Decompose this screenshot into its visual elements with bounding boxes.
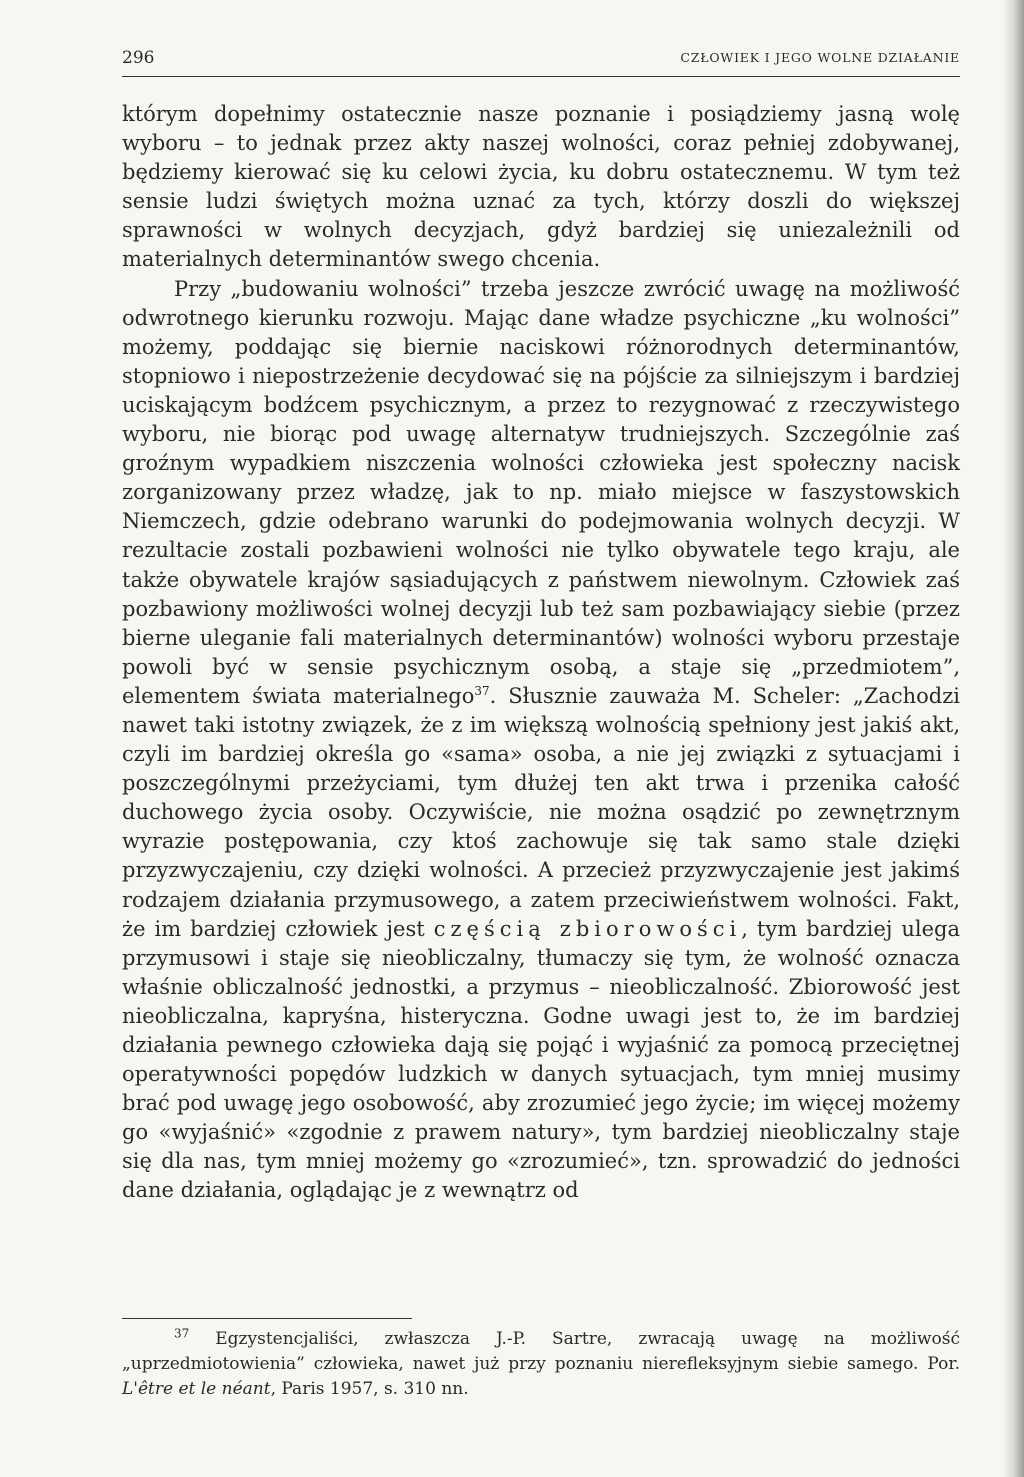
body-text	[122, 100, 960, 1206]
footnote-separator	[122, 1318, 412, 1319]
paragraph-1: którym dopełnimy ostatecznie nasze poznanie i posiądziemy jasną wolę wyboru – to jednak przez akty naszej wolności, coraz pełniej zdobywanej, będziemy kierować się ku celowi życia, ku dobru ostatecznemu. W tym też sensie ludzi świętych można uznać za tych, którzy doszli do większej sprawności w wolnych decyzjach, gdyż bardziej się uniezależnili od materialnych determinantów swego chcenia.	[122, 102, 960, 272]
paragraph-2-part-c: , tym bardziej ulega przymusowi i staje się nieobliczalny, tłumaczy się tym, że wolność oznacza właśnie obliczalność jednostki, a przymus – nieobliczalność. Zbiorowość jest nieobliczalna, kapryśna, histeryczna. Godne uwagi jest to, że im bardziej działania pewnego człowieka dają się pojąć i wyjaśnić za pomocą przeciętnej operatywności popędów ludzkich w danych sytuacjach, tym mniej musimy brać pod uwagę jego osobowość, aby zrozumieć jego życie; im więcej możemy go «wyjaśnić» «zgodnie z prawem natury», tym bardziej nieobliczalny staje się dla nas, tym mniej możemy go «zrozumieć», tzn. sprowadzić do jedności dane działania, oglądając je z wewnątrz od	[122, 916, 961, 1203]
footnote-paragraph	[122, 1327, 960, 1402]
footnote-ref-37: 37	[474, 683, 490, 698]
spaced-emphasis: częścią zbiorowości	[433, 916, 742, 941]
footnote-text-a: Egzystencjaliści, zwłaszcza J.-P. Sartre, zwracają uwagę na możliwość „uprzedmiotowienia” człowieka, nawet już przy poznaniu nierefleksyjnym siebie samego. Por.	[122, 1329, 960, 1374]
running-head: CZŁOWIEK I JEGO WOLNE DZIAŁANIE	[680, 50, 960, 65]
footnote-37	[122, 1327, 960, 1402]
page-number: 296	[122, 48, 155, 68]
paragraph-2-part-b: . Słusznie zauważa M. Scheler: „Zachodzi nawet taki istotny związek, że z im większą wolnością spełniony jest jakiś akt, czyli im bardziej określa go «sama» osoba, a nie jej związki z sytuacjami i poszczególnymi przeżyciami, tym dłużej ten akt trwa i przenika całość duchowego życia osoby. Oczywiście, nie można osądzić po zewnętrznym wyrazie postępowania, czy ktoś zachowuje się tak samo stale dzięki przyzwyczajeniu, czy dzięki wolności. A przecież przyzwyczajenie jest jakimś rodzajem działania przymusowego, a zatem przeciwieństwem wolności. Fakt, że im bardziej człowiek jest	[122, 683, 960, 941]
footnote-marker: 37	[174, 1326, 190, 1341]
paragraph-2	[122, 275, 960, 1206]
page-edge-shadow	[1002, 0, 1024, 1477]
page-header	[122, 48, 960, 77]
paragraph-2-part-a: Przy „budowaniu wolności” trzeba jeszcze zwrócić uwagę na możliwość odwrotnego kierunku rozwoju. Mając dane władze psychiczne „ku wolności” możemy, poddając się biernie naciskowi różnorodnych determinantów, stopniowo i niepostrzeżenie decydować się na pójście za silniejszym i bardziej uciskającym bodźcem psychicznym, a przez to rezygnować z rzeczywistego wyboru, nie biorąc pod uwagę alternatyw trudniejszych. Szczególnie zaś groźnym wypadkiem niszczenia wolności człowieka jest społeczny nacisk zorganizowany przez władzę, jak to np. miało miejsce w faszystowskich Niemczech, gdzie odebrano warunki do podejmowania wolnych decyzji. W rezultacie zostali pozbawieni wolności nie tylko obywatele tego kraju, ale także obywatele krajów sąsiadujących z państwem niewolnym. Człowiek zaś pozbawiony możliwości wolnej decyzji lub też sam pozbawiający siebie (przez bierne uleganie fali materialnych determinantów) wolności wyboru przestaje powoli być w sensie psychicznym osobą, a staje się „przedmiotem”, elementem świata materialnego	[122, 276, 960, 708]
footnote-text-b: , Paris 1957, s. 310 nn.	[270, 1379, 469, 1399]
footnote-book-title: L'être et le néant	[122, 1379, 271, 1399]
